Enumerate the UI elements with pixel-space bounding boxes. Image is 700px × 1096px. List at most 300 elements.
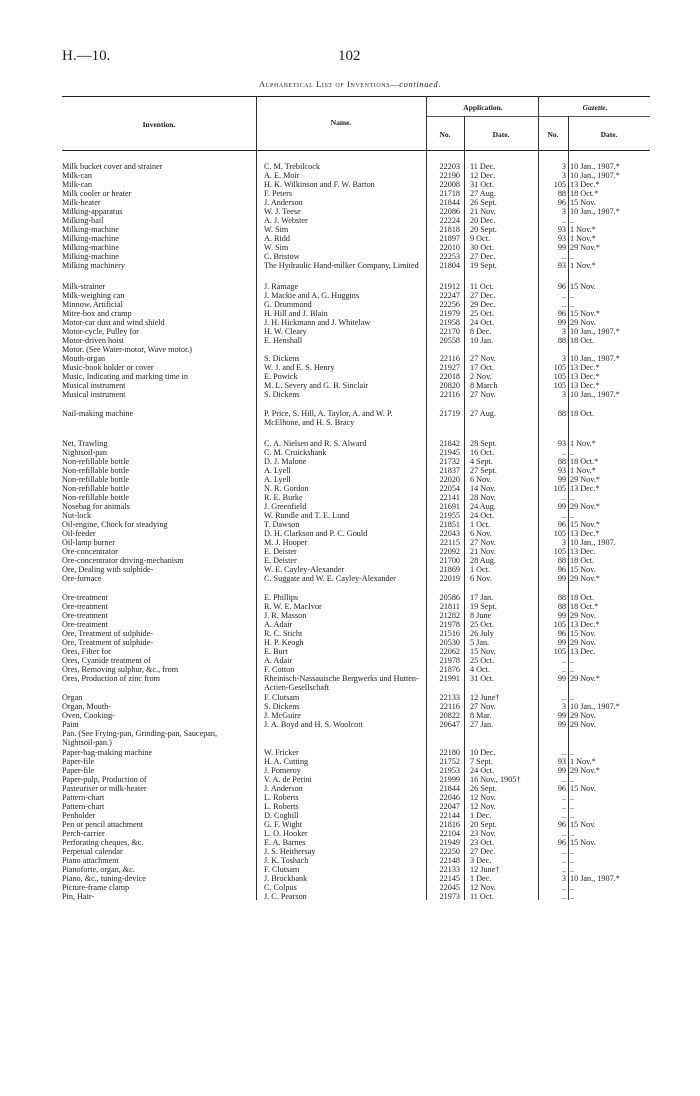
gazette-date-cell: 29 Nov. — [570, 639, 596, 647]
invention-cell: Ores, Removing sulphur, &c., from — [62, 666, 179, 674]
gazette-date-cell: 29 Nov.* — [570, 767, 600, 775]
table-row — [0, 373, 700, 382]
name-cell: H. P. Keogh — [264, 639, 304, 647]
gazette-number-cell: 3 — [561, 703, 566, 711]
gazette-number-cell: 105 — [553, 373, 566, 381]
gazette-number-cell: .. — [561, 794, 566, 802]
gazette-date-cell: 29 Nov.* — [570, 244, 600, 252]
name-cell: H. W. Cleary — [264, 328, 307, 336]
gazette-date-cell: 18 Oct. — [570, 557, 595, 565]
gazette-number-cell: .. — [561, 292, 566, 300]
invention-cell: Oven, Cooking- — [62, 712, 115, 720]
name-cell: L. O. Hooker — [264, 830, 308, 838]
gazette-number-cell: 105 — [553, 382, 566, 390]
table-row — [0, 476, 700, 485]
application-number-cell: 21516 — [439, 630, 460, 638]
gazette-number-cell: .. — [561, 301, 566, 309]
table-row — [0, 440, 700, 449]
name-cell: H. A. Cutting — [264, 758, 309, 766]
gazette-number-cell: 88 — [557, 557, 566, 565]
table-row — [0, 848, 700, 857]
application-number-cell: 20558 — [439, 337, 460, 345]
application-number-cell: 22190 — [439, 172, 460, 180]
application-number-cell: 22224 — [439, 217, 460, 225]
application-date-cell: 1 Oct. — [470, 521, 491, 529]
table-row — [0, 730, 700, 747]
name-cell: W. J. and E. S. Henry — [264, 364, 335, 372]
application-date-cell: 16 Oct. — [470, 449, 495, 457]
application-number-cell: 21842 — [439, 440, 460, 448]
invention-cell: Musical instrument — [62, 391, 126, 399]
application-number-cell: 21844 — [439, 199, 460, 207]
application-date-cell: 27 Dec. — [470, 253, 496, 261]
gazette-date-cell: 18 Oct.* — [570, 458, 599, 466]
gazette-number-cell: 99 — [557, 675, 566, 683]
application-number-cell: 22144 — [439, 812, 460, 820]
application-number-cell: 22010 — [439, 244, 460, 252]
invention-cell: Perpetual calendar — [62, 848, 123, 856]
name-cell: J. Ramage — [264, 283, 299, 291]
gazette-number-cell: .. — [561, 884, 566, 892]
application-number-cell: 22116 — [439, 355, 460, 363]
gazette-number-cell: 93 — [557, 758, 566, 766]
name-cell: R. W. E. MacIvor — [264, 603, 322, 611]
gazette-date-cell: 1 Nov.* — [570, 262, 596, 270]
application-number-cell: 22180 — [439, 749, 460, 757]
application-date-cell: 27 Dec. — [470, 292, 496, 300]
gazette-number-cell: 105 — [553, 548, 566, 556]
name-cell: J. Anderson — [264, 785, 303, 793]
table-row — [0, 244, 700, 253]
invention-cell: Penholder — [62, 812, 96, 820]
gazette-date-cell: .. — [570, 893, 575, 901]
gazette-number-cell: 96 — [557, 283, 566, 291]
table-row — [0, 163, 700, 172]
invention-cell: Milking-machine — [62, 226, 119, 234]
gazette-number-cell: .. — [561, 812, 566, 820]
gazette-date-cell: .. — [570, 794, 575, 802]
application-number-cell: 22116 — [439, 391, 460, 399]
application-date-cell: 19 Sept. — [470, 603, 497, 611]
table-row — [0, 785, 700, 794]
application-number-cell: 22145 — [439, 875, 460, 883]
application-date-cell: 27 Sept. — [470, 467, 497, 475]
application-date-cell: 28 Aug. — [470, 557, 496, 565]
name-cell: T. Dawson — [264, 521, 300, 529]
gazette-number-cell: 96 — [557, 566, 566, 574]
gazette-date-cell: 13 Dec.* — [570, 530, 600, 538]
col-head-name: Name. — [330, 118, 352, 127]
application-number-cell: 21804 — [439, 262, 460, 270]
application-number-cell: 22020 — [439, 476, 460, 484]
col-head-invention: Invention. — [142, 120, 176, 129]
gazette-date-cell: .. — [570, 666, 575, 674]
table-row — [0, 319, 700, 328]
invention-cell: Ore, Treatment of sulphide- — [62, 639, 153, 647]
gazette-date-cell: 15 Nov. — [570, 785, 596, 793]
table-head-bottom-rule — [62, 150, 650, 151]
page-number: 102 — [338, 48, 361, 64]
table-row — [0, 639, 700, 648]
table-row — [0, 612, 700, 621]
table-row — [0, 355, 700, 364]
gazette-date-cell: .. — [570, 292, 575, 300]
gazette-date-cell: 29 Nov. — [570, 319, 596, 327]
invention-cell: Ore-concentrator driving-mechanism — [62, 557, 184, 565]
application-number-cell: 21945 — [439, 449, 460, 457]
table-row — [0, 603, 700, 612]
name-cell: W. E. Cayley-Alexander — [264, 566, 345, 574]
name-cell: C. A. Nielsen and R. S. Alward — [264, 440, 367, 448]
gazette-date-cell: .. — [570, 857, 575, 865]
application-number-cell: 22019 — [439, 575, 460, 583]
invention-cell: Organ — [62, 694, 83, 702]
gazette-number-cell: 105 — [553, 648, 566, 656]
gazette-number-cell: 93 — [557, 467, 566, 475]
gazette-number-cell: 99 — [557, 712, 566, 720]
invention-cell: Picture-frame clamp — [62, 884, 130, 892]
application-date-cell: 27 Aug. — [470, 190, 496, 198]
name-cell: The Hydraulic Hand-milker Company, Limited — [264, 262, 419, 270]
application-number-cell: 21816 — [439, 821, 460, 829]
gazette-number-cell: .. — [561, 217, 566, 225]
table-row — [0, 530, 700, 539]
application-date-cell: 12 Nov. — [470, 884, 496, 892]
table-top-rule — [62, 96, 650, 97]
table-row — [0, 337, 700, 346]
table-row — [0, 767, 700, 776]
gazette-number-cell: 93 — [557, 440, 566, 448]
table-row — [0, 821, 700, 830]
gazette-date-cell: .. — [570, 749, 575, 757]
table-row — [0, 866, 700, 875]
application-date-cell: 6 Nov. — [470, 476, 492, 484]
gazette-date-cell: .. — [570, 694, 575, 702]
application-date-cell: 4 Sept. — [470, 458, 493, 466]
invention-cell: Oil-feeder — [62, 530, 96, 538]
gazette-date-cell: 15 Nov.* — [570, 521, 600, 529]
application-number-cell: 22253 — [439, 253, 460, 261]
application-date-cell: 1 Dec. — [470, 875, 492, 883]
invention-cell: Milking machinery — [62, 262, 125, 270]
table-row — [0, 458, 700, 467]
name-cell: J. C. Pearson — [264, 893, 307, 901]
application-date-cell: 20 Sept. — [470, 821, 497, 829]
name-cell: M. L. Severy and G. B. Sinclair — [264, 382, 369, 390]
application-number-cell: 21752 — [439, 758, 460, 766]
application-date-cell: 7 Sept. — [470, 758, 493, 766]
gazette-number-cell: 99 — [557, 503, 566, 511]
application-date-cell: 9 Oct. — [470, 235, 491, 243]
application-date-cell: 30 Oct. — [470, 244, 495, 252]
name-cell: F. Clutsam — [264, 866, 300, 874]
gazette-number-cell: 99 — [557, 767, 566, 775]
gazette-number-cell: 99 — [557, 575, 566, 583]
application-date-cell: 6 Nov. — [470, 575, 492, 583]
gazette-number-cell: .. — [561, 657, 566, 665]
table-row — [0, 893, 700, 902]
invention-cell: Paper-file — [62, 758, 95, 766]
application-number-cell: 22104 — [439, 830, 460, 838]
application-date-cell: 12 Nov. — [470, 794, 496, 802]
name-cell: R. C. Sticht — [264, 630, 303, 638]
application-date-cell: 1 Oct. — [470, 566, 491, 574]
table-row — [0, 875, 700, 884]
name-cell: E. A. Barnes — [264, 839, 306, 847]
invention-cell: Musical instrument — [62, 382, 126, 390]
application-number-cell: 22062 — [439, 648, 460, 656]
invention-cell: Ore-concentrator — [62, 548, 118, 556]
table-row — [0, 262, 700, 279]
gazette-date-cell: 29 Nov. — [570, 712, 596, 720]
invention-cell: Organ, Mouth- — [62, 703, 111, 711]
table-row — [0, 758, 700, 767]
name-cell: J. Mackie and A. G. Huggins — [264, 292, 360, 300]
gazette-number-cell: .. — [561, 893, 566, 901]
application-date-cell: 8 Mar. — [470, 712, 492, 720]
application-date-cell: 11 Dec. — [470, 163, 496, 171]
application-date-cell: 27 Aug. — [470, 410, 496, 418]
invention-cell: Ores, Production of zinc from — [62, 675, 160, 683]
gazette-date-cell: .. — [570, 776, 575, 784]
table-row — [0, 494, 700, 503]
invention-cell: Pen or pencil attachment — [62, 821, 144, 829]
table-row — [0, 776, 700, 785]
invention-cell: Piano attachment — [62, 857, 119, 865]
gazette-date-cell: 18 Oct. — [570, 594, 595, 602]
application-number-cell: 22247 — [439, 292, 460, 300]
name-cell: J. H. Hickmann and J. Whitelaw — [264, 319, 371, 327]
name-cell: J. Anderson — [264, 199, 303, 207]
gazette-date-cell: 10 Jan., 1907.* — [570, 391, 620, 399]
gazette-date-cell: 29 Nov.* — [570, 476, 600, 484]
invention-cell: Perch-carrier — [62, 830, 105, 838]
invention-cell: Nut-lock — [62, 512, 92, 520]
application-number-cell: 21844 — [439, 785, 460, 793]
invention-cell: Ore, Treatment of sulphide- — [62, 630, 153, 638]
invention-cell: Ores, Filter for — [62, 648, 111, 656]
name-cell: F. Cotton — [264, 666, 295, 674]
gazette-number-cell: .. — [561, 848, 566, 856]
gazette-date-cell: 15 Nov. — [570, 630, 596, 638]
application-date-cell: 25 Oct. — [470, 621, 495, 629]
invention-cell: Motor-cycle, Pulley for — [62, 328, 139, 336]
gazette-date-cell: 15 Nov. — [570, 283, 596, 291]
name-cell: J. McGuire — [264, 712, 301, 720]
application-date-cell: 15 Nov. — [470, 648, 496, 656]
gazette-date-cell: 13 Dec.* — [570, 485, 600, 493]
gazette-date-cell: 10 Jan., 1907. — [570, 539, 616, 547]
name-cell: J. S. Heithersay — [264, 848, 316, 856]
invention-cell: Non-refillable bottle — [62, 467, 130, 475]
gazette-date-cell: .. — [570, 866, 575, 874]
name-cell: E. Burt — [264, 648, 288, 656]
application-date-cell: 11 Oct. — [470, 283, 494, 291]
name-cell: C. Suggate and W. E. Cayley-Alexander — [264, 575, 396, 583]
table-row — [0, 594, 700, 603]
application-date-cell: 16 Nov., 1905† — [470, 776, 521, 784]
gazette-date-cell: 1 Nov.* — [570, 467, 596, 475]
application-number-cell: 22141 — [439, 494, 460, 502]
table-row — [0, 749, 700, 758]
invention-cell: Pin, Hair- — [62, 893, 95, 901]
application-number-cell: 22203 — [439, 163, 460, 171]
name-cell: M. J. Hooper — [264, 539, 308, 547]
gazette-number-cell: 96 — [557, 839, 566, 847]
application-date-cell: 27 Jan. — [470, 721, 494, 729]
invention-cell: Paper-bag-making machine — [62, 749, 153, 757]
gazette-date-cell: 18 Oct. — [570, 410, 595, 418]
gazette-number-cell: .. — [561, 694, 566, 702]
name-cell: E. Deister — [264, 548, 297, 556]
application-number-cell: 22133 — [439, 694, 460, 702]
gazette-date-cell: 15 Nov.* — [570, 310, 600, 318]
invention-cell: Mitre-box and cramp — [62, 310, 132, 318]
invention-cell: Paper-pulp, Production of — [62, 776, 147, 784]
invention-cell: Piano, &c., tuning-device — [62, 875, 146, 883]
invention-cell: Nightsoil-pan — [62, 449, 108, 457]
application-number-cell: 22086 — [439, 208, 460, 216]
name-cell: F. Peters — [264, 190, 292, 198]
application-number-cell: 21991 — [439, 675, 460, 683]
application-date-cell: 4 Oct. — [470, 666, 491, 674]
table-row — [0, 217, 700, 226]
invention-cell: Non-refillable bottle — [62, 476, 130, 484]
application-date-cell: 25 Oct. — [470, 310, 495, 318]
gazette-number-cell: 105 — [553, 364, 566, 372]
gazette-date-cell: 10 Jan., 1907.* — [570, 328, 620, 336]
application-date-cell: 14 Nov. — [470, 485, 496, 493]
application-date-cell: 17 Jan. — [470, 594, 494, 602]
gazette-date-cell: 15 Nov. — [570, 839, 596, 847]
invention-cell: Milking-machine — [62, 244, 119, 252]
invention-cell: Milking-apparatus — [62, 208, 123, 216]
gazette-date-cell: .. — [570, 848, 575, 856]
gazette-number-cell: 3 — [561, 328, 566, 336]
application-number-cell: 21876 — [439, 666, 460, 674]
gazette-date-cell: .. — [570, 301, 575, 309]
application-number-cell: 21282 — [439, 612, 460, 620]
gazette-number-cell: .. — [561, 253, 566, 261]
gazette-number-cell: 3 — [561, 172, 566, 180]
application-number-cell: 21897 — [439, 235, 460, 243]
table-row — [0, 410, 700, 436]
application-date-cell: 29 Dec. — [470, 301, 496, 309]
application-number-cell: 22115 — [439, 539, 460, 547]
application-date-cell: 12 Dec. — [470, 172, 496, 180]
name-cell: S. Dickens — [264, 703, 300, 711]
name-cell: E. Phillips — [264, 594, 299, 602]
application-number-cell: 21958 — [439, 319, 460, 327]
gazette-number-cell: 99 — [557, 476, 566, 484]
gazette-date-cell: .. — [570, 830, 575, 838]
invention-cell: Milk-weighing can — [62, 292, 125, 300]
gazette-number-cell: 3 — [561, 391, 566, 399]
application-date-cell: 28 Sept. — [470, 440, 497, 448]
gazette-number-cell: .. — [561, 776, 566, 784]
invention-cell: Paint — [62, 721, 79, 729]
application-date-cell: 27 Nov. — [470, 539, 496, 547]
gazette-number-cell: 96 — [557, 785, 566, 793]
table-row — [0, 657, 700, 666]
gazette-date-cell: 29 Nov.* — [570, 575, 600, 583]
application-number-cell: 21837 — [439, 467, 460, 475]
application-date-cell: 27 Dec. — [470, 848, 496, 856]
application-date-cell: 17 Oct. — [470, 364, 495, 372]
table-row — [0, 884, 700, 893]
invention-cell: Perforating cheques, &c. — [62, 839, 144, 847]
application-number-cell: 21851 — [439, 521, 460, 529]
gazette-number-cell: 3 — [561, 539, 566, 547]
gazette-number-cell: 99 — [557, 639, 566, 647]
application-date-cell: 31 Oct. — [470, 181, 495, 189]
invention-cell: Non-refillable bottle — [62, 485, 130, 493]
gazette-date-cell: 29 Nov.* — [570, 503, 600, 511]
table-row — [0, 857, 700, 866]
invention-cell: Ore-treatment — [62, 612, 108, 620]
application-date-cell: 21 Nov. — [470, 548, 496, 556]
gazette-number-cell: 96 — [557, 310, 566, 318]
gazette-date-cell: 13 Dec.* — [570, 373, 600, 381]
gazette-number-cell: 93 — [557, 262, 566, 270]
application-date-cell: 12 June† — [470, 694, 500, 702]
application-number-cell: 20586 — [439, 594, 460, 602]
gazette-number-cell: 3 — [561, 355, 566, 363]
gazette-date-cell: .. — [570, 884, 575, 892]
application-date-cell: 12 June† — [470, 866, 500, 874]
application-date-cell: 28 Nov. — [470, 494, 496, 502]
name-cell: A. Adair — [264, 657, 293, 665]
table-row — [0, 208, 700, 217]
invention-cell: Ore-treatment — [62, 603, 108, 611]
name-cell: E. Powick — [264, 373, 298, 381]
gazette-date-cell: 1 Nov.* — [570, 226, 596, 234]
table-row — [0, 630, 700, 639]
invention-cell: Ore-furnace — [62, 575, 102, 583]
invention-cell: Pasteuriser or milk-heater — [62, 785, 147, 793]
application-date-cell: 6 Nov. — [470, 530, 492, 538]
table-row — [0, 391, 700, 400]
application-number-cell: 22116 — [439, 703, 460, 711]
invention-cell: Pan. (See Frying-pan, Grinding-pan, Saucepan, Nightsoil-pan.) — [62, 730, 218, 747]
application-date-cell: 10 Dec. — [470, 749, 496, 757]
invention-cell: Ore-treatment — [62, 621, 108, 629]
application-date-cell: 11 Oct. — [470, 893, 494, 901]
name-cell: D. H. Clarkson and P. C. Gould — [264, 530, 368, 538]
gazette-date-cell: .. — [570, 657, 575, 665]
application-date-cell: 21 Nov. — [470, 208, 496, 216]
application-date-cell: 23 Oct. — [470, 839, 495, 847]
table-row — [0, 253, 700, 262]
gazette-number-cell: 105 — [553, 485, 566, 493]
gazette-number-cell: 105 — [553, 530, 566, 538]
application-date-cell: 26 Sept. — [470, 785, 497, 793]
table-row — [0, 575, 700, 592]
name-cell: L. Roberts — [264, 803, 299, 811]
application-date-cell: 24 Oct. — [470, 319, 495, 327]
table-row — [0, 310, 700, 319]
name-cell: G. F. Wight — [264, 821, 302, 829]
name-cell: S. Dickens — [264, 355, 300, 363]
gazette-number-cell: 3 — [561, 163, 566, 171]
gazette-date-cell: 1 Nov.* — [570, 758, 596, 766]
application-number-cell: 22133 — [439, 866, 460, 874]
table-row — [0, 675, 700, 692]
application-date-cell: 8 Dec. — [470, 328, 492, 336]
gazette-number-cell: .. — [561, 449, 566, 457]
gazette-number-cell: 88 — [557, 594, 566, 602]
table-row — [0, 283, 700, 292]
